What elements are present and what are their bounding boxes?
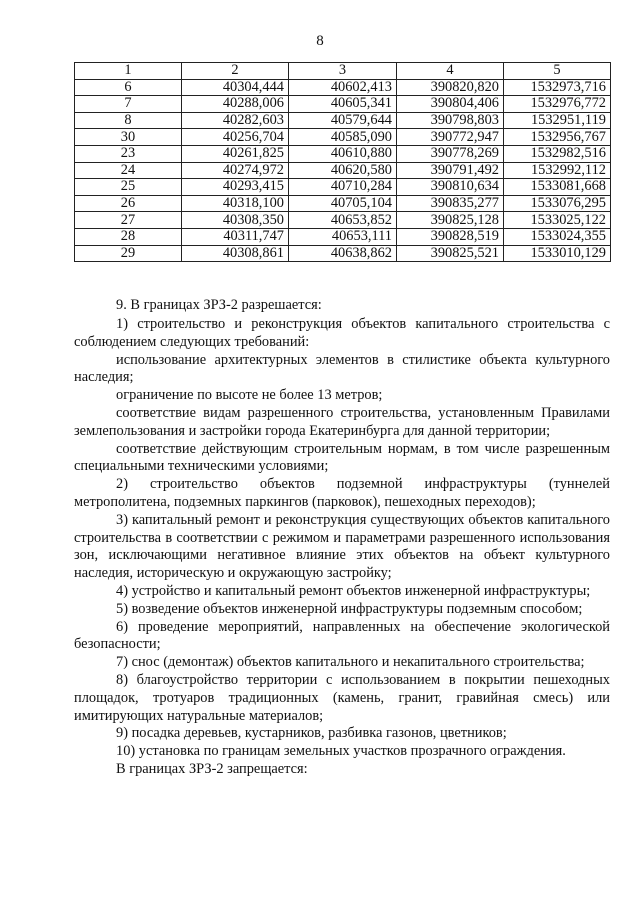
paragraph: 10) установка по границам земельных участков прозрачного ограждения. [116, 743, 566, 760]
table-cell: 40620,580 [289, 162, 397, 179]
table-cell: 1532992,112 [504, 162, 611, 179]
table-row [75, 212, 611, 229]
table-cell: 1532951,119 [504, 112, 611, 129]
table-cell: 24 [75, 162, 182, 179]
table-cell: 390804,406 [397, 96, 504, 113]
coordinates-table [74, 62, 611, 262]
table-cell: 40256,704 [182, 129, 289, 146]
table-cell: 7 [75, 96, 182, 113]
table-row [75, 79, 611, 96]
table-cell: 40705,104 [289, 195, 397, 212]
page-number: 8 [316, 33, 324, 49]
paragraph: 3) капитальный ремонт и реконструкция существующих объектов капитального строительства в соответствии с режимом и параметрами разрешенного использования зон, исключающими негативное влияние этих объектов на объект культурного наследия, историческую и окружающую застройку; [74, 511, 610, 582]
table-header-cell: 2 [182, 63, 289, 80]
paragraph: 9) посадка деревьев, кустарников, разбивка газонов, цветников; [116, 725, 507, 742]
table-row [75, 195, 611, 212]
table-cell: 40261,825 [182, 145, 289, 162]
table-cell: 25 [75, 179, 182, 196]
table-cell: 27 [75, 212, 182, 229]
table-cell: 30 [75, 129, 182, 146]
table-cell: 1532973,716 [504, 79, 611, 96]
table-cell: 40308,861 [182, 245, 289, 262]
table-cell: 390825,128 [397, 212, 504, 229]
paragraph: соответствие видам разрешенного строительства, установленным Правилами землепользования и застройки города Екатеринбурга для данной территории; [74, 404, 610, 439]
table-cell: 390772,947 [397, 129, 504, 146]
table-cell: 390791,492 [397, 162, 504, 179]
paragraph: 7) снос (демонтаж) объектов капитального и некапитального строительства; [116, 654, 585, 671]
table-cell: 1533024,355 [504, 228, 611, 245]
table-row [75, 228, 611, 245]
table-cell: 8 [75, 112, 182, 129]
table-cell: 40602,413 [289, 79, 397, 96]
table-cell: 1533010,129 [504, 245, 611, 262]
table-cell: 1533076,295 [504, 195, 611, 212]
table-cell: 40605,341 [289, 96, 397, 113]
table-cell: 390810,634 [397, 179, 504, 196]
paragraph: 2) строительство объектов подземной инфраструктуры (туннелей метрополитена, подземных паркингов (парковок), пешеходных переходов); [74, 476, 610, 510]
table-cell: 28 [75, 228, 182, 245]
table-cell: 390798,803 [397, 112, 504, 129]
table-cell: 390828,519 [397, 228, 504, 245]
table-cell: 40311,747 [182, 228, 289, 245]
table-cell: 1532976,772 [504, 96, 611, 113]
table-cell: 40610,880 [289, 145, 397, 162]
table-row [75, 96, 611, 113]
table-row [75, 145, 611, 162]
table-cell: 6 [75, 79, 182, 96]
table-cell: 1533025,122 [504, 212, 611, 229]
table-cell: 29 [75, 245, 182, 262]
document-body [74, 296, 610, 779]
table-header-cell: 5 [504, 63, 611, 80]
table-cell: 40638,862 [289, 245, 397, 262]
table-cell: 40288,006 [182, 96, 289, 113]
paragraph: 6) проведение мероприятий, направленных на обеспечение экологической безопасности; [74, 618, 610, 653]
table-row [75, 162, 611, 179]
table-cell: 40653,852 [289, 212, 397, 229]
table-row [75, 129, 611, 146]
paragraph: В границах ЗРЗ-2 запрещается: [116, 760, 308, 777]
table-cell: 40274,972 [182, 162, 289, 179]
table-cell: 40653,111 [289, 228, 397, 245]
table-cell: 40318,100 [182, 195, 289, 212]
paragraph: 5) возведение объектов инженерной инфраструктуры подземным способом; [116, 600, 583, 617]
table-row [75, 112, 611, 129]
table-cell: 26 [75, 195, 182, 212]
table-header-cell: 3 [289, 63, 397, 80]
table-row [75, 179, 611, 196]
table-cell: 390835,277 [397, 195, 504, 212]
table-cell: 40585,090 [289, 129, 397, 146]
paragraph: ограничение по высоте не более 13 метров; [116, 387, 383, 404]
table-cell: 40308,350 [182, 212, 289, 229]
table-cell: 40282,603 [182, 112, 289, 129]
table-cell: 40293,415 [182, 179, 289, 196]
table-header-row [75, 63, 611, 80]
section-heading: 9. В границах ЗРЗ-2 разрешается: [116, 297, 322, 313]
paragraph: 8) благоустройство территории с использованием в покрытии пешеходных площадок, тротуаров традиционных (камень, гранит, гравийная смесь) или имитирующих натуральные материалов; [74, 671, 610, 724]
table-cell: 40579,644 [289, 112, 397, 129]
table-cell: 390825,521 [397, 245, 504, 262]
paragraph: соответствие действующим строительным нормам, в том числе разрешенным специальными техническими условиями; [74, 440, 610, 475]
table-cell: 1532956,767 [504, 129, 611, 146]
table-cell: 23 [75, 145, 182, 162]
table-cell: 390820,820 [397, 79, 504, 96]
paragraph: использование архитектурных элементов в стилистике объекта культурного наследия; [74, 351, 610, 386]
table-cell: 1532982,516 [504, 145, 611, 162]
table-cell: 1533081,668 [504, 179, 611, 196]
table-cell: 40710,284 [289, 179, 397, 196]
table-cell: 390778,269 [397, 145, 504, 162]
table-header-cell: 4 [397, 63, 504, 80]
table-cell: 40304,444 [182, 79, 289, 96]
paragraph: 1) строительство и реконструкция объектов капитального строительства с соблюдением следующих требований: [74, 316, 610, 350]
table-row [75, 245, 611, 262]
paragraph: 4) устройство и капитальный ремонт объектов инженерной инфраструктуры; [116, 582, 591, 599]
table-header-cell: 1 [75, 63, 182, 80]
